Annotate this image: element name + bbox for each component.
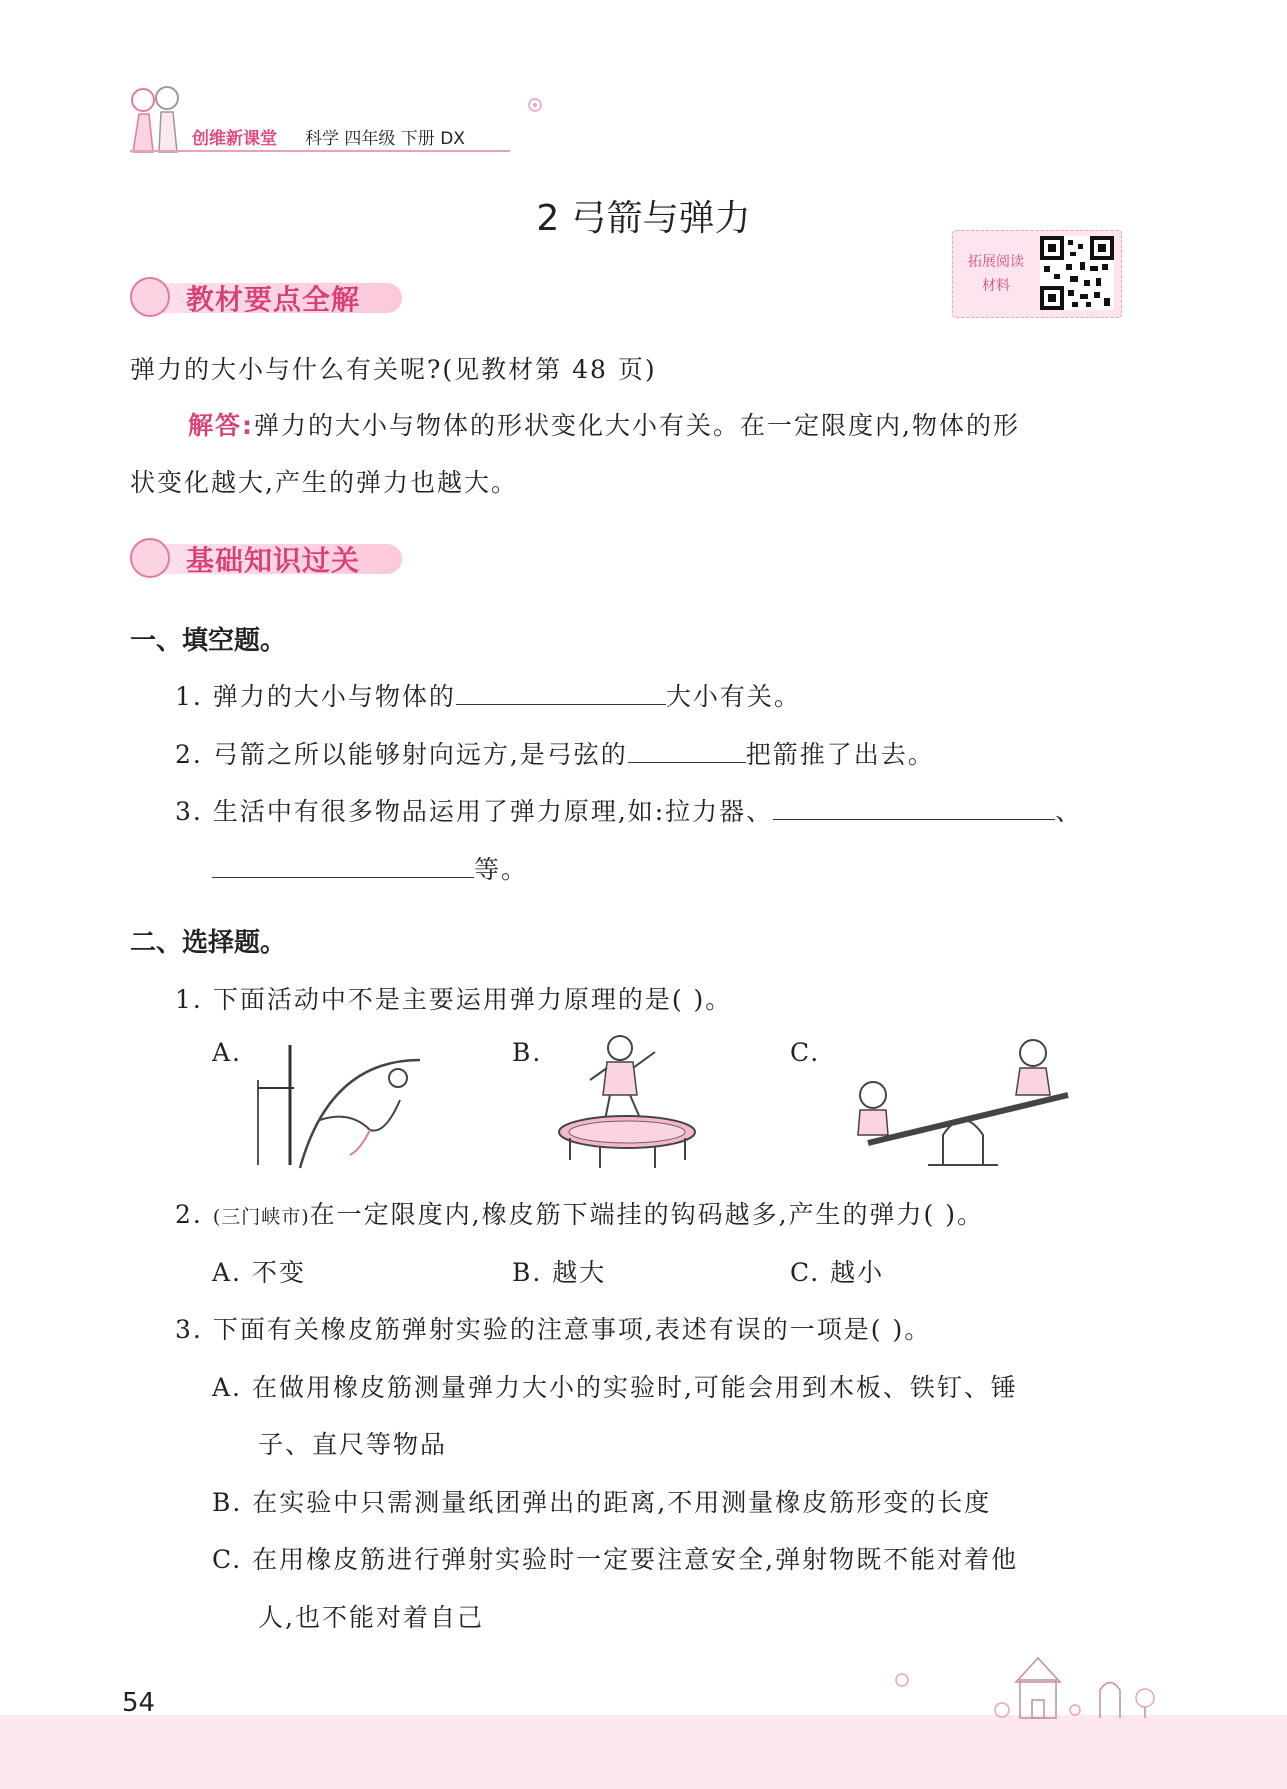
trampoline-image — [555, 1030, 705, 1179]
question-text: 下面活动中不是主要运用弹力原理的是( )。 — [212, 985, 733, 1014]
answer-text-1: 弹力的大小与物体的形状变化大小有关。在一定限度内,物体的形 — [254, 411, 1020, 440]
section-title-textbook: 教材要点全解 — [186, 283, 361, 316]
qr-label-line2: 材料 — [982, 278, 1010, 294]
fill-question-3 — [175, 792, 1082, 828]
option-c[interactable]: C. 越小 — [790, 1258, 885, 1287]
qr-label — [960, 250, 1032, 298]
qr-label-line1: 拓展阅读 — [968, 254, 1024, 270]
footer-band — [0, 1715, 1287, 1789]
textbook-question: 弹力的大小与什么有关呢?(见教材第 48 页) — [130, 355, 657, 384]
header-kids-illustration — [125, 82, 187, 154]
globe-icon — [130, 538, 170, 578]
page-number: 54 — [122, 1688, 156, 1718]
answer-blank[interactable] — [456, 680, 666, 705]
flower-icon — [526, 96, 544, 118]
option-c[interactable]: C. 在用橡皮筋进行弹射实验时一定要注意安全,弹射物既不能对着他 — [212, 1545, 1019, 1574]
question-text: 等。 — [474, 855, 529, 884]
lesson-title: 2 弓箭与弹力 — [536, 198, 751, 239]
answer-label: 解答: — [188, 411, 254, 440]
option-b[interactable]: B. 越大 — [512, 1258, 607, 1287]
pole-vault-image — [250, 1040, 435, 1174]
answer-blank[interactable] — [212, 853, 474, 878]
question-number: 1. — [175, 985, 203, 1014]
question-text: 把箭推了出去。 — [745, 740, 935, 769]
region-tag: (三门峡市) — [212, 1206, 310, 1228]
book-info: 科学 四年级 下册 DX — [305, 129, 465, 149]
option-a[interactable]: A. 不变 — [212, 1258, 306, 1287]
question-text: 弓箭之所以能够射向远方,是弓弦的 — [212, 740, 628, 769]
question-number: 1. — [175, 682, 203, 711]
question-text: 下面有关橡皮筋弹射实验的注意事项,表述有误的一项是( )。 — [212, 1315, 932, 1344]
header-divider — [130, 150, 510, 152]
question-text: 生活中有很多物品运用了弹力原理,如:拉力器、 — [212, 797, 774, 826]
fill-question-1 — [175, 677, 801, 713]
fill-question-2 — [175, 735, 935, 771]
question-number: 2. — [175, 740, 203, 769]
question-text: 、 — [1055, 797, 1083, 826]
answer-text-2: 状变化越大,产生的弹力也越大。 — [130, 468, 518, 497]
option-b[interactable]: B. 在实验中只需测量纸团弹出的距离,不用测量橡皮筋形变的长度 — [212, 1488, 992, 1517]
question-number: 3. — [175, 797, 203, 826]
castle-decoration-icon — [890, 1650, 1170, 1724]
seesaw-image — [838, 1035, 1073, 1174]
choice-question-3 — [175, 1310, 931, 1346]
question-text: 在一定限度内,橡皮筋下端挂的钩码越多,产生的弹力( )。 — [309, 1200, 984, 1229]
question-text: 大小有关。 — [665, 682, 801, 711]
book-icon — [130, 277, 170, 317]
option-a[interactable]: A. 在做用橡皮筋测量弹力大小的实验时,可能会用到木板、铁钉、锤 — [212, 1373, 1018, 1402]
answer-line — [188, 406, 1020, 442]
question-text: 弹力的大小与物体的 — [212, 682, 456, 711]
section-title-basics: 基础知识过关 — [186, 544, 361, 577]
fill-question-3-cont — [212, 850, 528, 886]
option-a-cont: 子、直尺等物品 — [258, 1430, 448, 1459]
option-a-label[interactable]: A. — [212, 1038, 243, 1067]
option-b-label[interactable]: B. — [512, 1038, 543, 1067]
option-c-label[interactable]: C. — [790, 1038, 821, 1067]
choice-question-1 — [175, 980, 732, 1016]
answer-blank[interactable] — [628, 738, 746, 763]
qr-code-icon[interactable] — [1040, 236, 1114, 310]
choice-heading: 二、选择题。 — [130, 928, 287, 958]
option-c-cont: 人,也不能对着自己 — [258, 1603, 484, 1632]
choice-question-2 — [175, 1195, 984, 1231]
brand-name: 创维新课堂 — [192, 129, 277, 149]
question-number: 3. — [175, 1315, 203, 1344]
fill-blank-heading: 一、填空题。 — [130, 626, 287, 656]
question-number: 2. — [175, 1200, 203, 1229]
answer-blank[interactable] — [773, 795, 1055, 820]
